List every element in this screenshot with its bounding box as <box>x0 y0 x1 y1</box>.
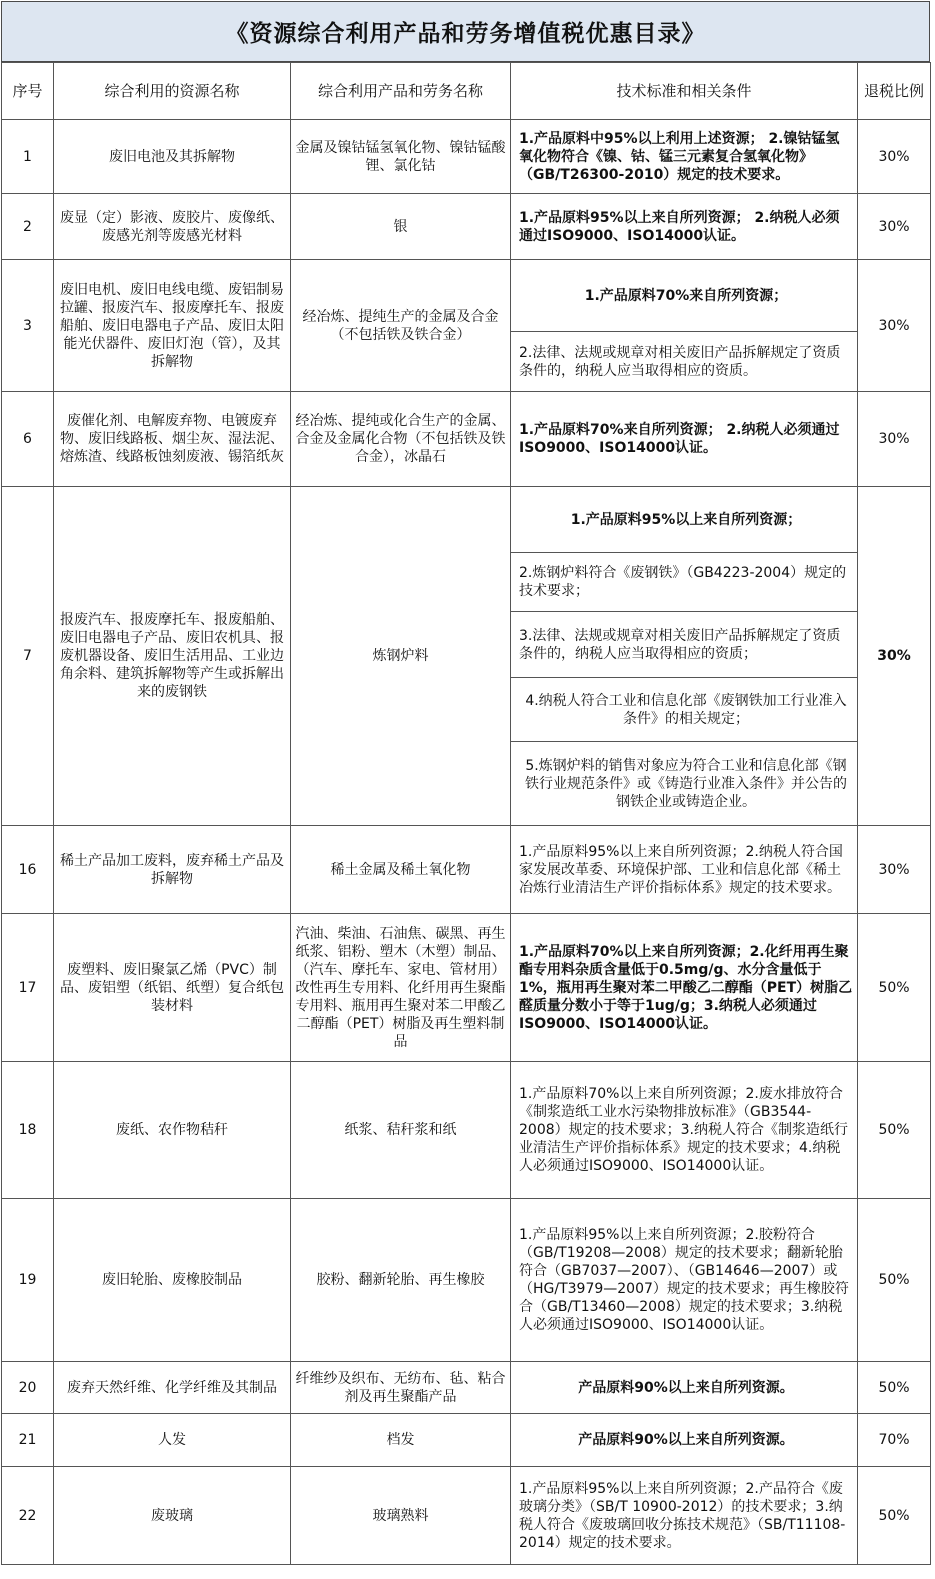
row-product: 纸浆、秸秆浆和纸 <box>291 1062 511 1199</box>
catalog-table <box>1 62 931 1565</box>
row-seq: 22 <box>2 1467 54 1565</box>
row-condition: 1.产品原料中95%以上利用上述资源； 2.镍钴锰氢氧化物符合《镍、钴、锰三元素复合氢氧化物》（GB/T26300-2010）规定的技术要求。 <box>511 120 858 194</box>
row-rate: 50% <box>858 1062 931 1199</box>
row-rate: 30% <box>858 392 931 487</box>
row-product: 炼钢炉料 <box>291 487 511 826</box>
row-condition: 1.产品原料70%以上来自所列资源；2.化纤用再生聚酯专用料杂质含量低于0.5mg/g、水分含量低于1%，瓶用再生聚对苯二甲酸乙二醇酯（PET）树脂乙醛质量分数小于等于1ug/g；3.纳税人必须通过ISO9000、ISO14000认证。 <box>511 914 858 1062</box>
header-row <box>2 63 931 120</box>
row-rate: 30% <box>858 826 931 914</box>
row-seq: 1 <box>2 120 54 194</box>
row-product: 金属及镍钴锰氢氧化物、镍钴锰酸锂、氯化钴 <box>291 120 511 194</box>
row-resource: 废旧电机、废旧电线电缆、废铝制易拉罐、报废汽车、报废摩托车、报废船舶、废旧电器电子产品、废旧太阳能光伏器件、废旧灯泡（管），及其拆解物 <box>54 260 291 392</box>
page-title: 《资源综合利用产品和劳务增值税优惠目录》 <box>1 1 930 62</box>
row-condition: 1.产品原料70%来自所列资源； 2.纳税人必须通过ISO9000、ISO14000认证。 <box>511 392 858 487</box>
table-row <box>2 1062 931 1199</box>
row-rate: 50% <box>858 1362 931 1414</box>
header-rate: 退税比例 <box>858 63 931 120</box>
row-resource: 稀土产品加工废料，废弃稀土产品及拆解物 <box>54 826 291 914</box>
header-product: 综合利用产品和劳务名称 <box>291 63 511 120</box>
row-product: 经冶炼、提纯生产的金属及合金（不包括铁及铁合金） <box>291 260 511 392</box>
row-rate: 70% <box>858 1414 931 1467</box>
row-seq: 6 <box>2 392 54 487</box>
table-row <box>2 1199 931 1362</box>
row-rate: 30% <box>858 194 931 260</box>
row-product: 玻璃熟料 <box>291 1467 511 1565</box>
row-resource: 报废汽车、报废摩托车、报废船舶、废旧电器电子产品、废旧农机具、报废机器设备、废旧生活用品、工业边角余料、建筑拆解物等产生或拆解出来的废钢铁 <box>54 487 291 826</box>
row-condition: 1.产品原料95%以上来自所列资源； <box>511 487 858 553</box>
table-row <box>2 120 931 194</box>
row-rate: 50% <box>858 1467 931 1565</box>
row-condition: 1.产品原料95%以上来自所列资源；2.胶粉符合（GB/T19208—2008）规定的技术要求；翻新轮胎符合（GB7037—2007）、（GB14646—2007）或（HG/T3979—2007）规定的技术要求；再生橡胶符合（GB/T13460—2008）规定的技术要求；3.纳税人必须通过ISO9000、ISO14000认证。 <box>511 1199 858 1362</box>
row-seq: 21 <box>2 1414 54 1467</box>
table-row <box>2 194 931 260</box>
row-rate: 50% <box>858 1199 931 1362</box>
row-seq: 18 <box>2 1062 54 1199</box>
table-row <box>2 1362 931 1414</box>
table-row <box>2 1467 931 1565</box>
row-condition: 1.产品原料70%以上来自所列资源；2.废水排放符合《制浆造纸工业水污染物排放标准》（GB3544-2008）规定的技术要求；3.纳税人符合《制浆造纸行业清洁生产评价指标体系》规定的技术要求；4.纳税人必须通过ISO9000、ISO14000认证。 <box>511 1062 858 1199</box>
row-rate: 30% <box>858 260 931 392</box>
row-seq: 2 <box>2 194 54 260</box>
header-resource: 综合利用的资源名称 <box>54 63 291 120</box>
header-seq: 序号 <box>2 63 54 120</box>
table-row <box>2 826 931 914</box>
row-rate: 30% <box>858 487 931 826</box>
table-row <box>2 260 931 332</box>
row-condition: 产品原料90%以上来自所列资源。 <box>511 1414 858 1467</box>
row-condition: 5.炼钢炉料的销售对象应为符合工业和信息化部《钢铁行业规范条件》或《铸造行业准入条件》并公告的钢铁企业或铸造企业。 <box>511 742 858 826</box>
row-seq: 17 <box>2 914 54 1062</box>
row-resource: 废催化剂、电解废弃物、电镀废弃物、废旧线路板、烟尘灰、湿法泥、熔炼渣、线路板蚀刻废液、锡箔纸灰 <box>54 392 291 487</box>
row-condition: 2.炼钢炉料符合《废钢铁》（GB4223-2004）规定的技术要求； <box>511 553 858 612</box>
row-product: 纤维纱及织布、无纺布、毡、粘合剂及再生聚酯产品 <box>291 1362 511 1414</box>
row-resource: 废旧轮胎、废橡胶制品 <box>54 1199 291 1362</box>
row-rate: 50% <box>858 914 931 1062</box>
row-condition: 1.产品原料95%以上来自所列资源；2.产品符合《废玻璃分类》（SB/T 10900-2012）的技术要求；3.纳税人符合《废玻璃回收分拣技术规范》（SB/T11108-2014）规定的技术要求。 <box>511 1467 858 1565</box>
row-rate: 30% <box>858 120 931 194</box>
row-product: 胶粉、翻新轮胎、再生橡胶 <box>291 1199 511 1362</box>
row-product: 经冶炼、提纯或化合生产的金属、合金及金属化合物（不包括铁及铁合金），冰晶石 <box>291 392 511 487</box>
table-row <box>2 914 931 1062</box>
row-resource: 废旧电池及其拆解物 <box>54 120 291 194</box>
row-seq: 19 <box>2 1199 54 1362</box>
row-condition: 3.法律、法规或规章对相关废旧产品拆解规定了资质条件的，纳税人应当取得相应的资质； <box>511 612 858 678</box>
row-product: 银 <box>291 194 511 260</box>
row-product: 稀土金属及稀土氧化物 <box>291 826 511 914</box>
header-standard: 技术标准和相关条件 <box>511 63 858 120</box>
row-seq: 16 <box>2 826 54 914</box>
row-product: 汽油、柴油、石油焦、碳黑、再生纸浆、铝粉、塑木（木塑）制品、（汽车、摩托车、家电、管材用）改性再生专用料、化纤用再生聚酯专用料、瓶用再生聚对苯二甲酸乙二醇酯（PET）树脂及再生塑料制品 <box>291 914 511 1062</box>
row-resource: 废纸、农作物秸秆 <box>54 1062 291 1199</box>
row-seq: 7 <box>2 487 54 826</box>
row-condition: 产品原料90%以上来自所列资源。 <box>511 1362 858 1414</box>
row-condition: 1.产品原料70%来自所列资源； <box>511 260 858 332</box>
row-condition: 2.法律、法规或规章对相关废旧产品拆解规定了资质条件的，纳税人应当取得相应的资质。 <box>511 332 858 392</box>
row-condition: 4.纳税人符合工业和信息化部《废钢铁加工行业准入条件》的相关规定； <box>511 678 858 742</box>
table-row <box>2 487 931 553</box>
row-seq: 3 <box>2 260 54 392</box>
table-row <box>2 1414 931 1467</box>
table-row <box>2 392 931 487</box>
row-seq: 20 <box>2 1362 54 1414</box>
row-resource: 废弃天然纤维、化学纤维及其制品 <box>54 1362 291 1414</box>
row-resource: 废玻璃 <box>54 1467 291 1565</box>
row-condition: 1.产品原料95%以上来自所列资源；2.纳税人符合国家发展改革委、环境保护部、工业和信息化部《稀土冶炼行业清洁生产评价指标体系》规定的技术要求。 <box>511 826 858 914</box>
row-resource: 废显（定）影液、废胶片、废像纸、废感光剂等废感光材料 <box>54 194 291 260</box>
row-condition: 1.产品原料95%以上来自所列资源； 2.纳税人必须通过ISO9000、ISO14000认证。 <box>511 194 858 260</box>
row-resource: 人发 <box>54 1414 291 1467</box>
row-product: 档发 <box>291 1414 511 1467</box>
row-resource: 废塑料、废旧聚氯乙烯（PVC）制品、废铝塑（纸铝、纸塑）复合纸包装材料 <box>54 914 291 1062</box>
